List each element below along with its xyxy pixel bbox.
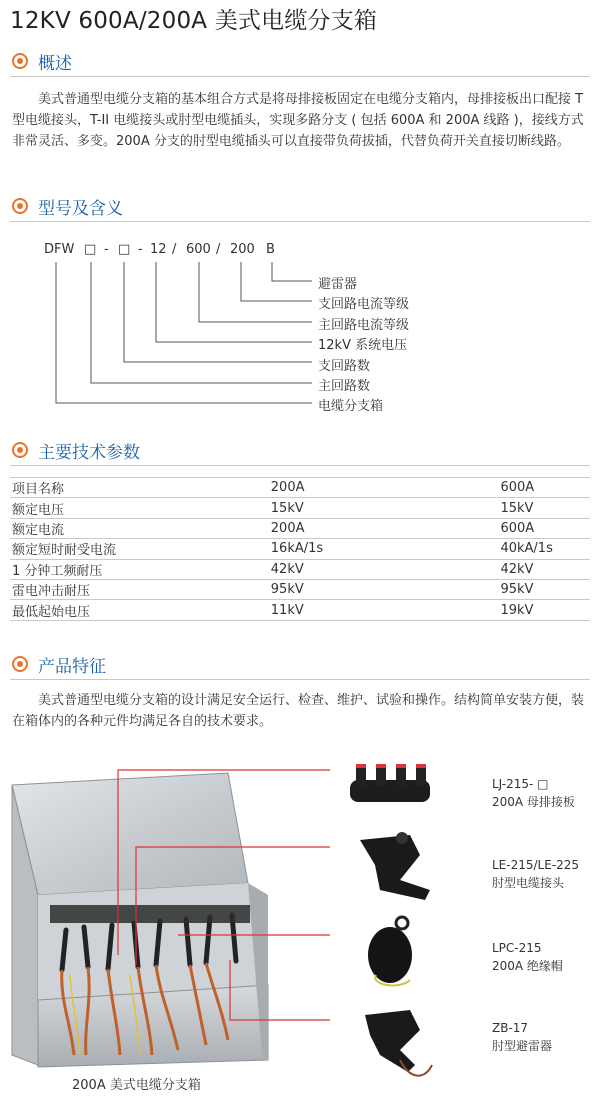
spec-table xyxy=(10,477,590,621)
section-header xyxy=(0,650,600,680)
table-cell: 42kV xyxy=(498,559,590,579)
elbow-arrester-icon xyxy=(365,1010,432,1076)
table-cell: 16kA/1s xyxy=(269,539,499,559)
section-divider xyxy=(10,465,590,466)
table-cell: 40kA/1s xyxy=(498,539,590,559)
model-label: 避雷器 xyxy=(318,277,358,292)
cabinet-caption: 200A 美式电缆分支箱 xyxy=(72,1078,201,1093)
elbow-connector-icon xyxy=(360,832,430,900)
model-bracket-lines xyxy=(0,0,600,420)
table-cell: 95kV xyxy=(498,579,590,599)
model-voltage: 12 xyxy=(150,242,167,257)
part-model: LPC-215 xyxy=(492,941,542,955)
table-cell: 11kV xyxy=(269,600,499,620)
table-cell: 19kV xyxy=(498,600,590,620)
table-row xyxy=(10,518,590,538)
table-row xyxy=(10,579,590,599)
part-name: 200A 绝缘帽 xyxy=(492,959,563,973)
table-cell: 42kV xyxy=(269,559,499,579)
section-specs xyxy=(0,436,600,466)
model-dash: - xyxy=(138,242,143,257)
section-title: 概述 xyxy=(38,54,72,74)
model-dash: - xyxy=(104,242,109,257)
table-row xyxy=(10,539,590,559)
table-cell: 项目名称 xyxy=(10,478,269,498)
overview-text: 美式普通型电缆分支箱的基本组合方式是将母排接板固定在电缆分支箱内，母排接板出口配接 T 型电缆接头，T-II 电缆接头或肘型电缆插头，实现多路分支 ( 包括 600A 和 200A 线路 )，接线方式非常灵活、多变。200A 分支的肘型电缆插头可以直接带负荷拔插，代替负荷开关直接切断线路。 xyxy=(12,92,584,149)
insulating-cap-icon xyxy=(368,917,412,985)
model-box-branch: □ xyxy=(118,242,131,257)
table-row xyxy=(10,498,590,518)
table-cell: 1 分钟工频耐压 xyxy=(10,559,269,579)
model-label: 主回路数 xyxy=(318,379,371,394)
table-cell: 200A xyxy=(269,518,499,538)
model-suffix: B xyxy=(266,242,275,257)
features-text: 美式普通型电缆分支箱的设计满足安全运行、检查、维护、试验和操作。结构简单安装方便，装在箱体内的各种元件均满足各自的技术要求。 xyxy=(12,693,585,729)
model-label: 支回路数 xyxy=(318,359,371,374)
table-cell: 600A xyxy=(498,518,590,538)
target-icon xyxy=(12,442,28,458)
part-model: ZB-17 xyxy=(492,1021,529,1035)
model-branch-current: 200 xyxy=(230,242,255,257)
table-cell: 额定短时耐受电流 xyxy=(10,539,269,559)
section-title: 主要技术参数 xyxy=(38,443,140,463)
cabinet-illustration xyxy=(0,755,330,1075)
section-title: 型号及含义 xyxy=(38,199,123,219)
part-model: LE-215/LE-225 xyxy=(492,858,580,872)
part-name: 肘型避雷器 xyxy=(492,1039,553,1053)
table-row xyxy=(10,600,590,620)
part-name: 200A 母排接板 xyxy=(492,795,575,809)
model-main-current: 600 xyxy=(186,242,211,257)
model-label: 主回路电流等级 xyxy=(318,318,410,333)
page-title: 12KV 600A/200A 美式电缆分支箱 xyxy=(10,8,378,34)
table-cell: 额定电压 xyxy=(10,498,269,518)
model-label: 12kV 系统电压 xyxy=(318,338,408,353)
table-cell: 最低起始电压 xyxy=(10,600,269,620)
model-slash: / xyxy=(172,242,177,257)
table-row xyxy=(10,478,590,498)
section-header xyxy=(0,436,600,466)
section-features xyxy=(0,650,600,680)
table-cell: 15kV xyxy=(498,498,590,518)
part-model: LJ-215- □ xyxy=(492,777,549,791)
model-box-main: □ xyxy=(84,242,97,257)
section-divider xyxy=(10,679,590,680)
model-slash: / xyxy=(216,242,221,257)
table-cell: 600A xyxy=(498,478,590,498)
table-cell: 15kV xyxy=(269,498,499,518)
section-title: 产品特征 xyxy=(38,657,106,677)
table-cell: 200A xyxy=(269,478,499,498)
table-row xyxy=(10,559,590,579)
table-cell: 95kV xyxy=(269,579,499,599)
bus-plate-icon xyxy=(350,764,430,802)
parts-illustration xyxy=(340,760,440,1085)
model-prefix: DFW xyxy=(44,242,75,257)
model-label: 电缆分支箱 xyxy=(318,399,384,414)
part-name: 肘型电缆接头 xyxy=(492,876,565,890)
table-cell: 雷电冲击耐压 xyxy=(10,579,269,599)
table-cell: 额定电流 xyxy=(10,518,269,538)
target-icon xyxy=(12,656,28,672)
model-label: 支回路电流等级 xyxy=(318,297,410,312)
